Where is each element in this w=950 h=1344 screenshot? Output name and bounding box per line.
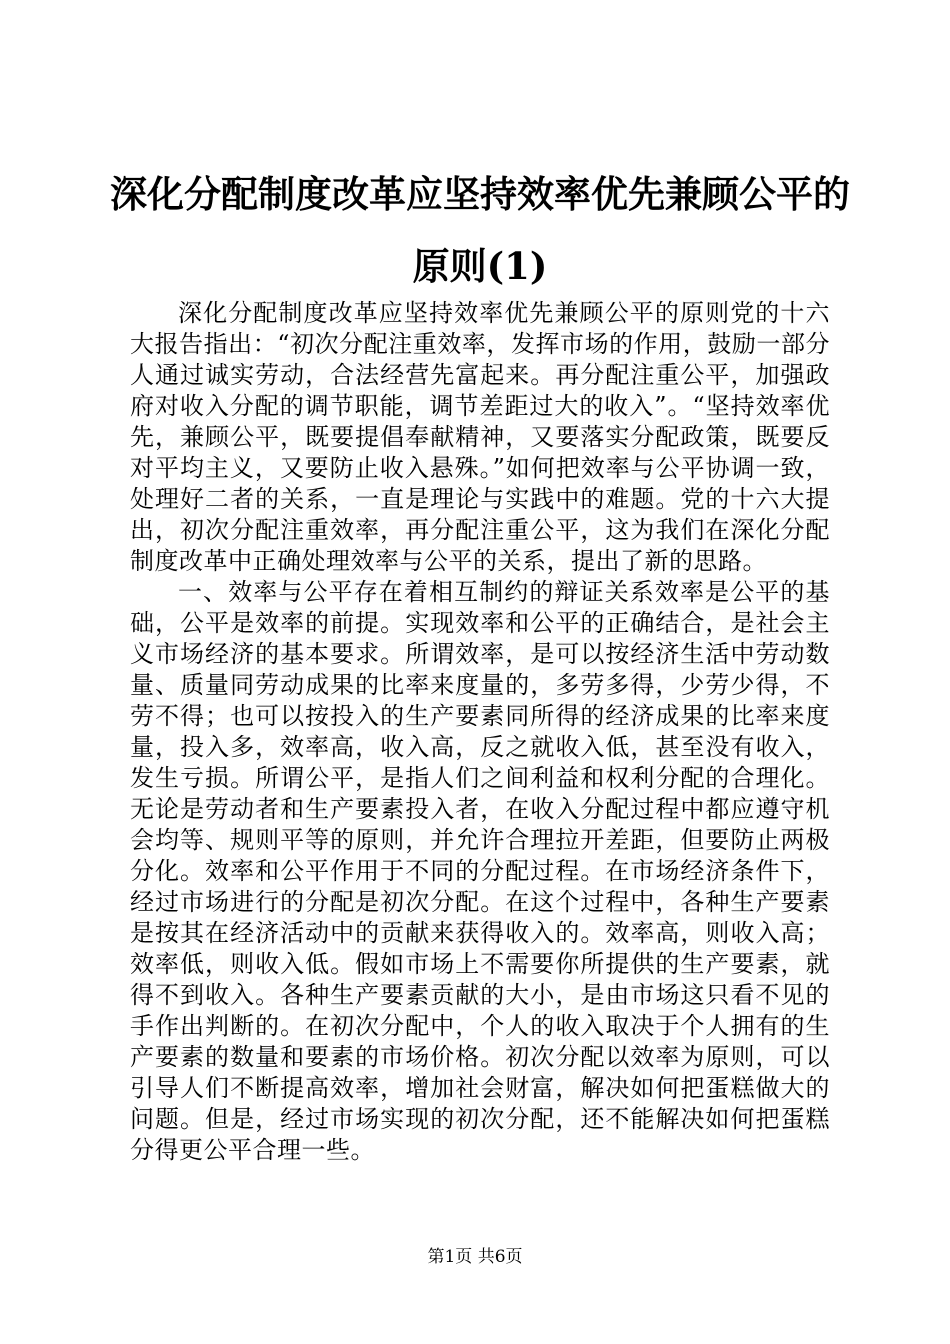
paragraph-intro: 深化分配制度改革应坚持效率优先兼顾公平的原则党的十六大报告指出：“初次分配注重效率，发挥市场的作用，鼓励一部分人通过诚实劳动，合法经营先富起来。再分配注重公平，加强政府对收入分配的调节职能，调节差距过大的收入”。“坚持效率优先，兼顾公平，既要提倡奉献精神，又要落实分配政策，既要反对平均主义，又要防止收入悬殊。”如何把效率与公平协调一致，处理好二者的关系，一直是理论与实践中的难题。党的十六大提出，初次分配注重效率，再分配注重公平，这为我们在深化分配制度改革中正确处理效率与公平的关系，提出了新的思路。 bbox=[130, 299, 830, 575]
page-number-footer: 第1页 共6页 bbox=[427, 1247, 523, 1267]
paragraph-section-one: 一、效率与公平存在着相互制约的辩证关系效率是公平的基础，公平是效率的前提。实现效率和公平的正确结合，是社会主义市场经济的基本要求。所谓效率，是可以按经济生活中劳动数量、质量同劳动成果的比率来度量的，多劳多得，少劳少得，不劳不得；也可以按投入的生产要素同所得的经济成果的比率来度量，投入多，效率高，收入高，反之就收入低，甚至没有收入，发生亏损。所谓公平，是指人们之间利益和权利分配的合理化。无论是劳动者和生产要素投入者，在收入分配过程中都应遵守机会均等、规则平等的原则，并允许合理拉开差距，但要防止两极分化。效率和公平作用于不同的分配过程。在市场经济条件下，经过市场进行的分配是初次分配。在这个过程中，各种生产要素是按其在经济活动中的贡献来获得收入的。效率高，则收入高；效率低，则收入低。假如市场上不需要你所提供的生产要素，就得不到收入。各种生产要素贡献的大小，是由市场这只看不见的手作出判断的。在初次分配中，个人的收入取决于个人拥有的生产要素的数量和要素的市场价格。初次分配以效率为原则，可以引导人们不断提高效率，增加社会财富，解决如何把蛋糕做大的问题。但是，经过市场实现的初次分配，还不能解决如何把蛋糕分得更公平合理一些。 bbox=[130, 578, 830, 1164]
document-title: 深化分配制度改革应坚持效率优先兼顾公平的原则(1) bbox=[110, 172, 850, 288]
document-body bbox=[130, 298, 830, 1166]
